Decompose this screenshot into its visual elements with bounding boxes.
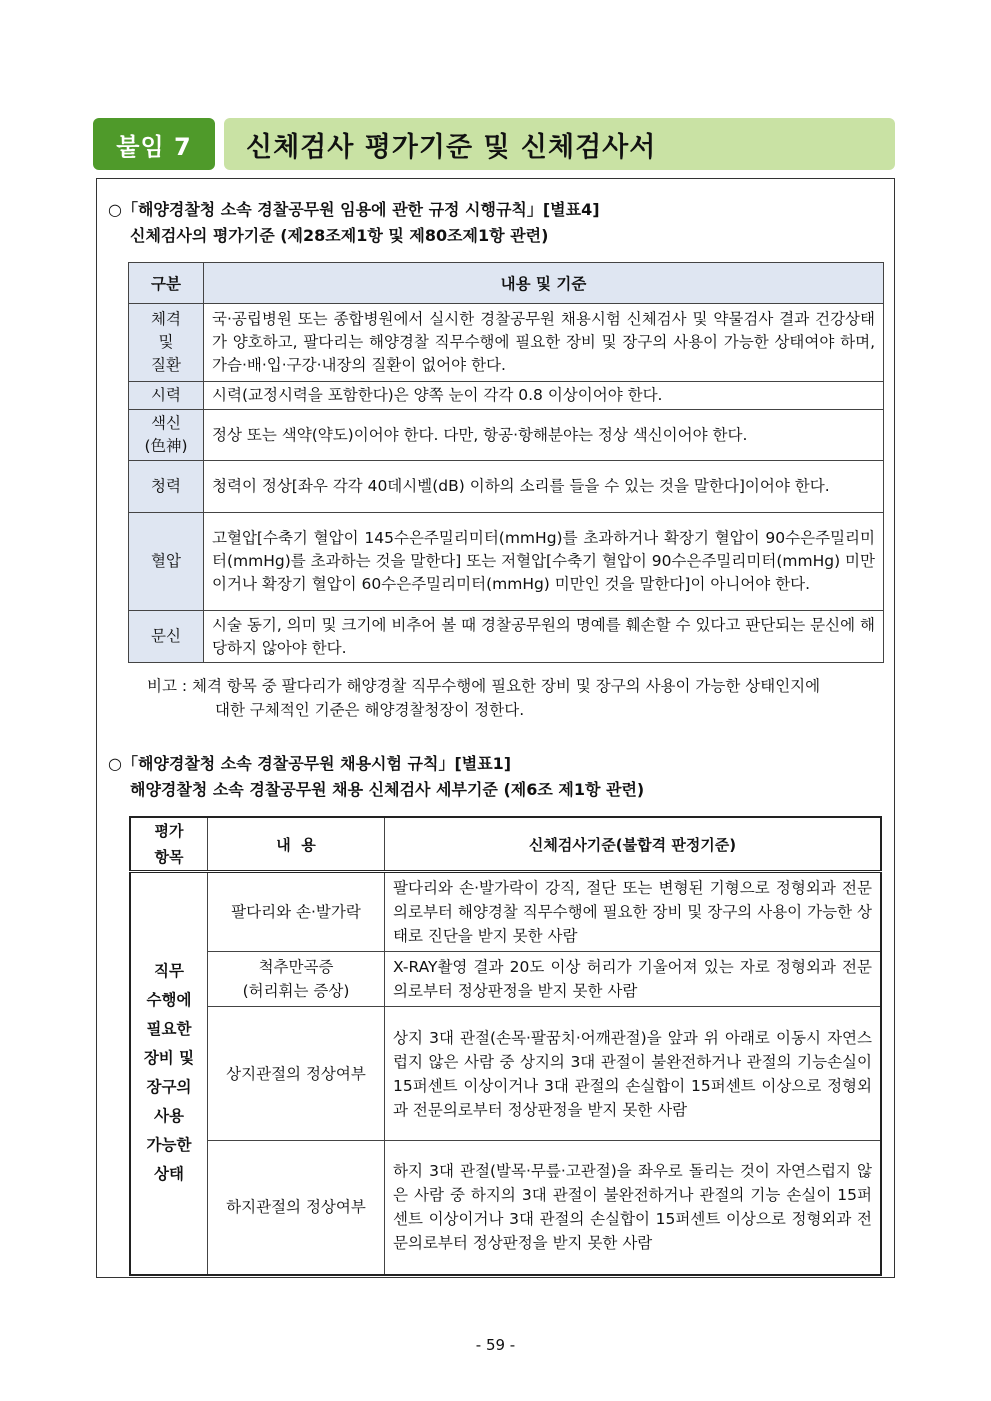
section1-heading-line2: 신체검사의 평가기준 (제28조제1항 및 제80조제1항 관련) — [130, 226, 549, 245]
page-title: 신체검사 평가기준 및 신체검사서 — [224, 118, 895, 170]
page-number: - 59 - — [475, 1336, 516, 1354]
table-row — [130, 1007, 881, 1141]
table-row — [130, 872, 881, 952]
item-cell: 상지관절의 정상여부 — [208, 1007, 385, 1141]
row-label: 체격 및 질환 — [129, 304, 204, 382]
row-text: 시술 동기, 의미 및 크기에 비추어 볼 때 경찰공무원의 명예를 훼손할 수 있다고 판단되는 문신에 해당하지 않아야 한다. — [204, 611, 884, 663]
table-row — [129, 461, 884, 513]
table-row — [129, 513, 884, 611]
table-row — [129, 410, 884, 461]
table-row — [130, 1141, 881, 1275]
column-header-content: 내용 및 기준 — [204, 263, 884, 304]
section2-heading-line2: 해양경찰청 소속 경찰공무원 채용 신체검사 세부기준 (제6조 제1항 관련) — [130, 780, 645, 799]
row-label: 혈압 — [129, 513, 204, 611]
row-text: 청력이 정상[좌우 각각 40데시벨(dB) 이하의 소리를 들을 수 있는 것을 말한다]이어야 한다. — [204, 461, 884, 513]
item-cell: 척추만곡증 (허리휘는 증상) — [208, 952, 385, 1007]
section1-heading-line1: ○「해양경찰청 소속 경찰공무원 임용에 관한 규정 시행규칙」[별표4] — [108, 200, 600, 219]
column-header-category: 구분 — [129, 263, 204, 304]
criteria-cell: X-RAY촬영 결과 20도 이상 허리가 기울어져 있는 자로 정형외과 전문의로부터 정상판정을 받지 못한 사람 — [385, 952, 882, 1007]
attachment-badge: 붙임 7 — [93, 118, 215, 170]
note-line1: 비고 : 체격 항목 중 팔다리가 해양경찰 직무수행에 필요한 장비 및 장구의 사용이 가능한 상태인지에 — [147, 677, 821, 695]
table-row — [129, 611, 884, 663]
table-row — [130, 952, 881, 1007]
note-line2: 대한 구체적인 기준은 해양경찰청장이 정한다. — [215, 701, 525, 719]
physical-exam-detail-table — [129, 816, 882, 1276]
criteria-cell: 하지 3대 관절(발목·무릎·고관절)을 좌우로 돌리는 것이 자연스럽지 않은 사람 중 하지의 3대 관절이 불완전하거나 관절의 기능 손실이 15퍼센트 이상이거나 3대 관절의 손실합이 15퍼센트 이상으로 정형외과 전문의로부터 정상판정을 받지 못한 사람 — [385, 1141, 882, 1275]
section2-heading — [108, 751, 644, 803]
column-header-content: 내 용 — [208, 817, 385, 872]
evaluation-criteria-table — [128, 262, 884, 663]
row-text: 국·공립병원 또는 종합병원에서 실시한 경찰공무원 채용시험 신체검사 및 약물검사 결과 건강상태가 양호하고, 팔다리는 해양경찰 직무수행에 필요한 장비 및 장구의 사용이 가능한 상태여야 하며, 가슴·배·입·구강·내장의 질환이 없어야 한다. — [204, 304, 884, 382]
item-cell: 팔다리와 손·발가락 — [208, 872, 385, 952]
criteria-cell: 상지 3대 관절(손목·팔꿈치·어깨관절)을 앞과 위 아래로 이동시 자연스럽지 않은 사람 중 상지의 3대 관절이 불완전하거나 관절의 기능손실이 15퍼센트 이상이거나 3대 관절의 손실합이 15퍼센트 이상으로 정형외과 전문의로부터 정상판정을 받지 못한 사람 — [385, 1007, 882, 1141]
table-note — [147, 674, 820, 722]
row-label: 문신 — [129, 611, 204, 663]
table-row — [129, 382, 884, 410]
table-row — [129, 304, 884, 382]
row-text: 시력(교정시력을 포함한다)은 양쪽 눈이 각각 0.8 이상이어야 한다. — [204, 382, 884, 410]
column-header-item: 평가 항목 — [130, 817, 208, 872]
item-cell: 하지관절의 정상여부 — [208, 1141, 385, 1275]
category-cell: 직무 수행에 필요한 장비 및 장구의 사용 가능한 상태 — [130, 872, 208, 1275]
row-label: 색신 (色神) — [129, 410, 204, 461]
criteria-cell: 팔다리와 손·발가락이 강직, 절단 또는 변형된 기형으로 정형외과 전문의로부터 해양경찰 직무수행에 필요한 장비 및 장구의 사용이 가능한 상태로 진단을 받지 못한 사람 — [385, 872, 882, 952]
section1-heading — [108, 197, 600, 249]
page-header — [93, 118, 895, 170]
row-text: 고혈압[수축기 혈압이 145수은주밀리미터(mmHg)를 초과하거나 확장기 혈압이 90수은주밀리미터(mmHg)를 초과하는 것을 말한다] 또는 저혈압[수축기 혈압이 90수은주밀리미터(mmHg) 미만이거나 확장기 혈압이 60수은주밀리미터(mmHg) 미만인 것을 말한다]이 아니어야 한다. — [204, 513, 884, 611]
row-text: 정상 또는 색약(약도)이어야 한다. 다만, 항공·항해분야는 정상 색신이어야 한다. — [204, 410, 884, 461]
row-label: 청력 — [129, 461, 204, 513]
row-label: 시력 — [129, 382, 204, 410]
column-header-criteria: 신체검사기준(불합격 판정기준) — [385, 817, 882, 872]
section2-heading-line1: ○「해양경찰청 소속 경찰공무원 채용시험 규칙」[별표1] — [108, 754, 512, 773]
